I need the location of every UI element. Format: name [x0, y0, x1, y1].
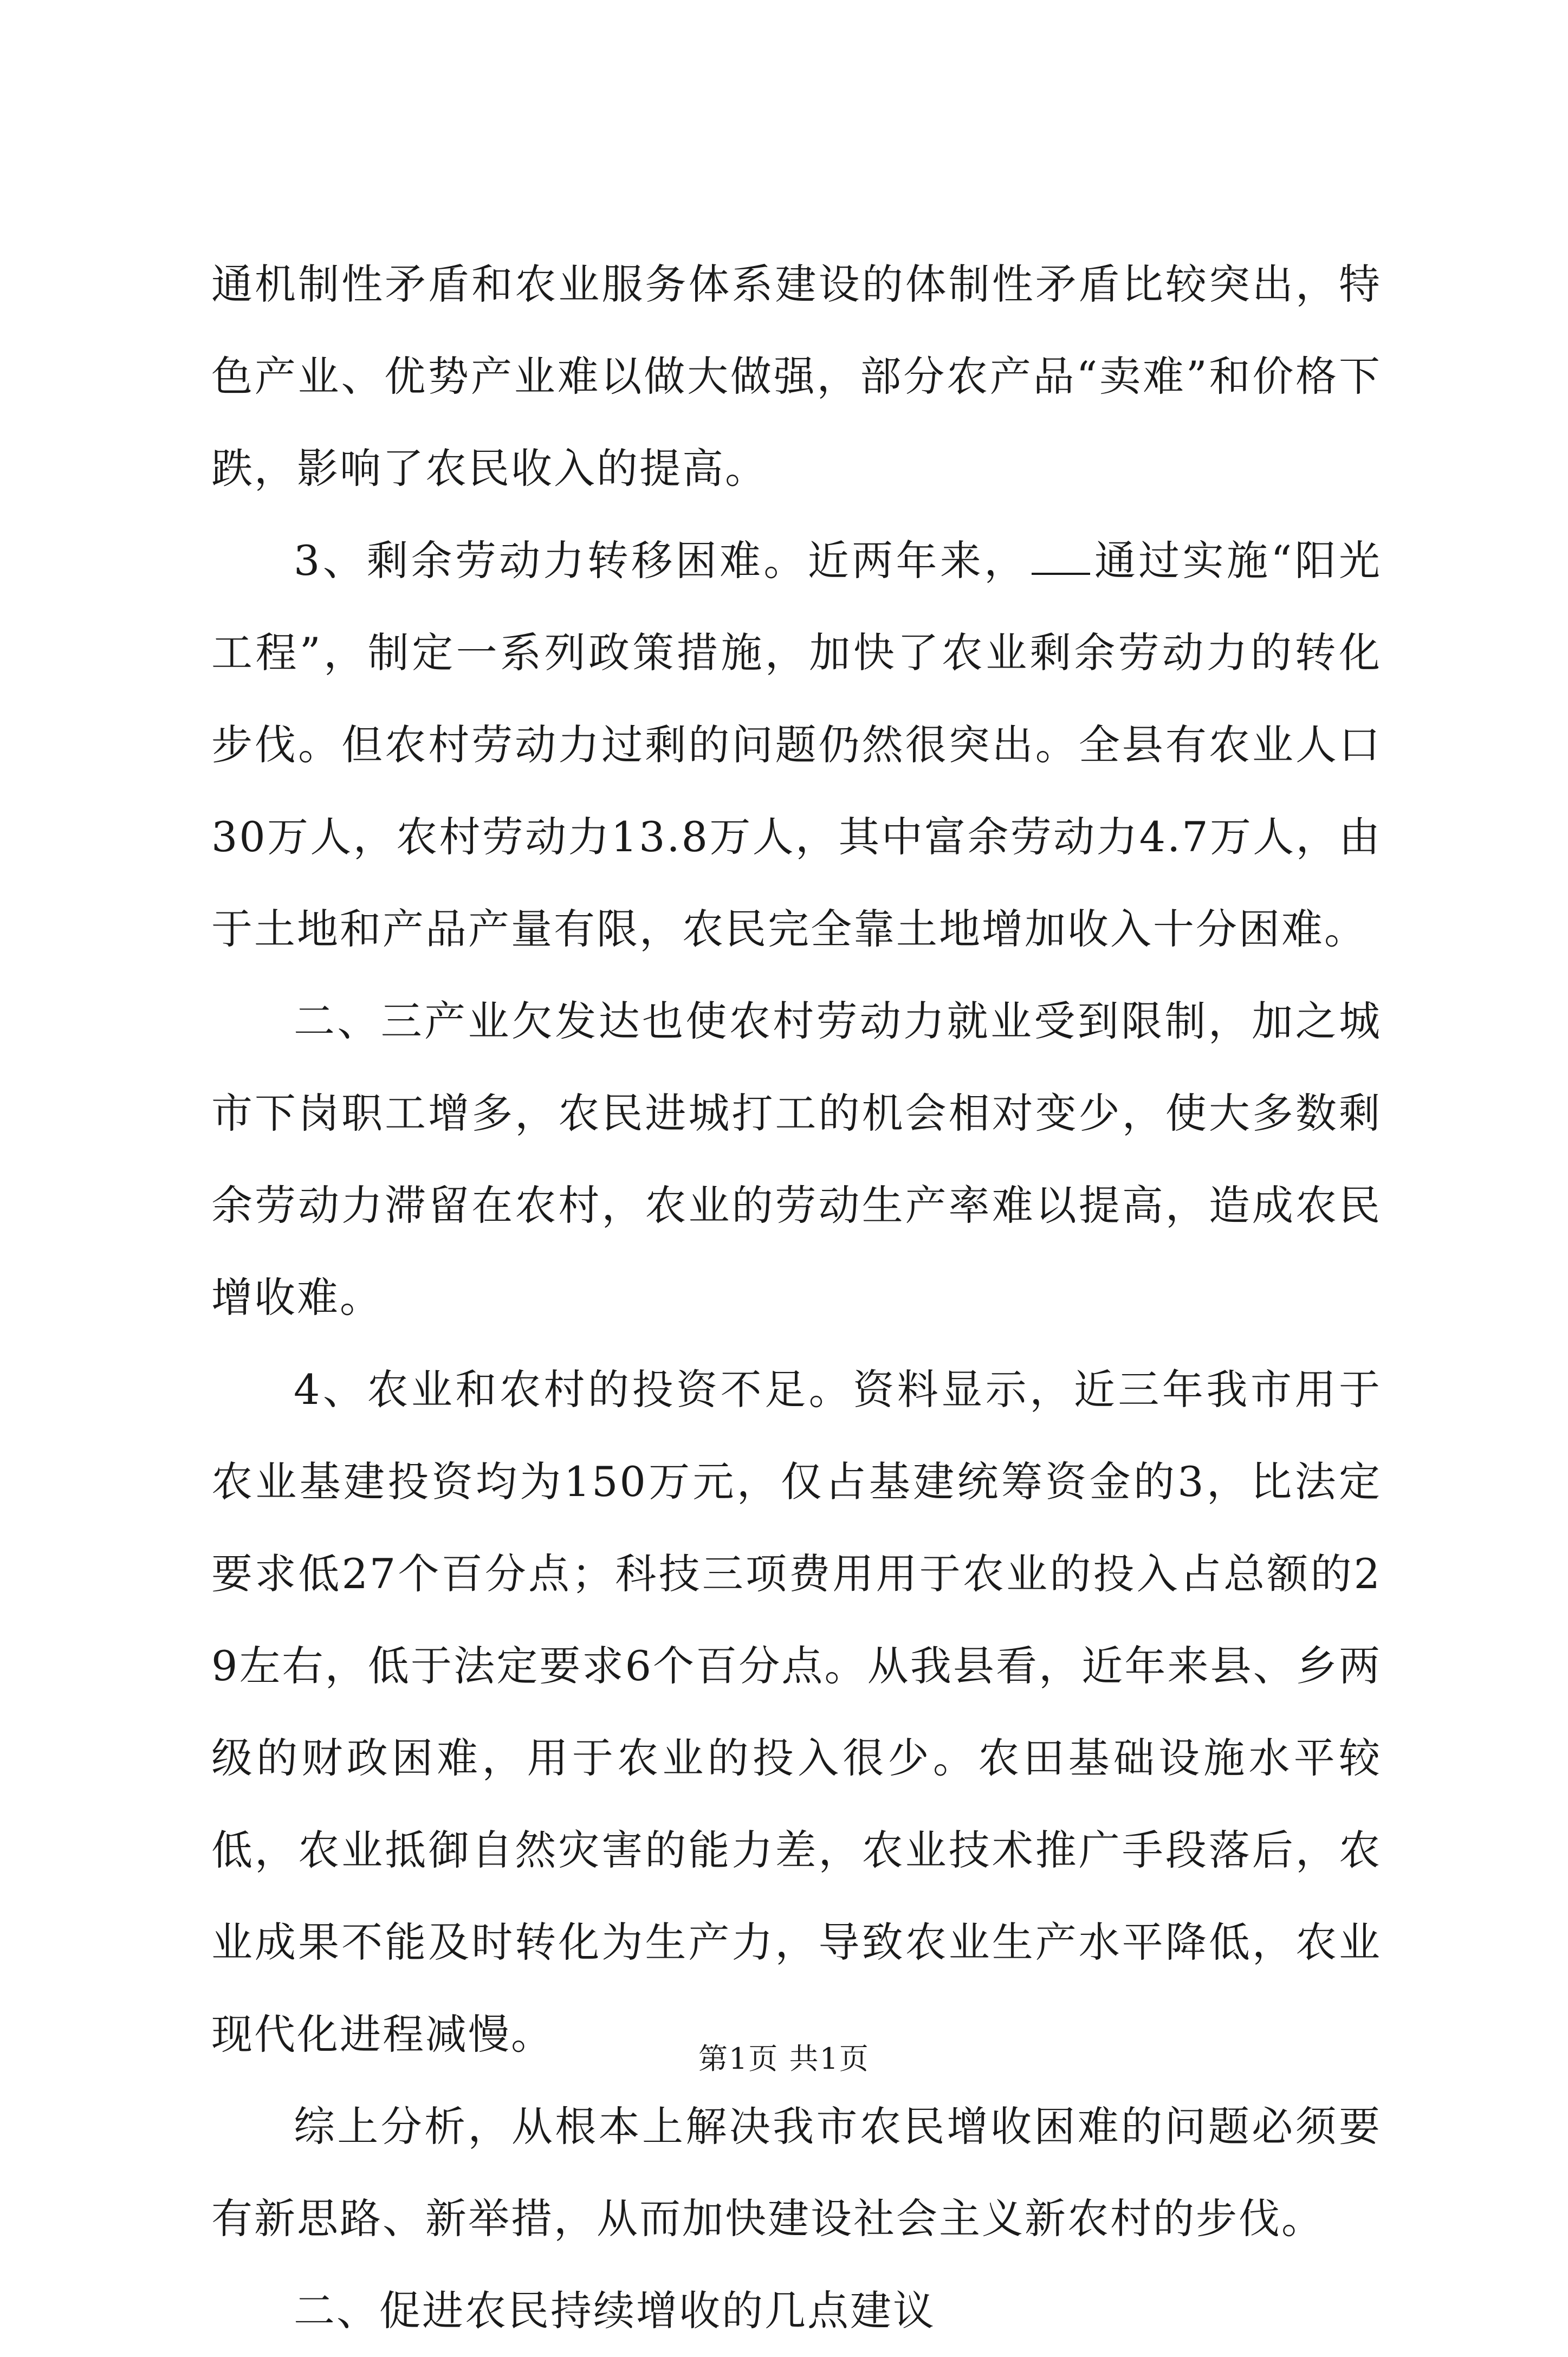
paragraph-continuation: 通机制性矛盾和农业服务体系建设的体制性矛盾比较突出，特色产业、优势产业难以做大做强，部分农产品“卖难”和价格下跌，影响了农民收入的提高。	[211, 260, 1382, 493]
paragraph-labor-transfer	[211, 515, 1382, 975]
section-heading-suggestions: 二、促进农民持续增收的几点建议	[294, 2287, 936, 2335]
paragraph-investment: 4、农业和农村的投资不足。资料显示，近三年我市用于农业基建投资均为150万元，仅占基建统筹资金的3，比法定要求低27个百分点；科技三项费用用于农业的投入占总额的29左右，低于法定要求6个百分点。从我县看，近年来县、乡两级的财政困难，用于农业的投入很少。农田基础设施水平较低，农业抵御自然灾害的能力差，农业技术推广手段落后，农业成果不能及时转化为生产力，导致农业生产水平降低，农业现代化进程减慢。	[211, 1365, 1382, 2058]
page-footer: 第1页 共1页	[698, 2042, 870, 2076]
blank-underline	[1032, 540, 1090, 575]
paragraph-text-before-blank: 3、剩余劳动力转移困难。近两年来，	[294, 536, 1028, 585]
paragraph-text-after-blank: 通过实施“阳光工程”，制定一系列政策措施，加快了农业剩余劳动力的转化步伐。但农村劳动力过剩的问题仍然很突出。全县有农业人口30万人，农村劳动力13.8万人，其中富余劳动力4.7万人，由于土地和产品产量有限，农民完全靠土地增加收入十分困难。	[211, 536, 1382, 953]
paragraph-summary: 综上分析，从根本上解决我市农民增收困难的问题必须要有新思路、新举措，从而加快建设社会主义新农村的步伐。	[211, 2102, 1382, 2243]
paragraph-industry: 二、三产业欠发达也使农村劳动力就业受到限制，加之城市下岗职工增多，农民进城打工的机会相对变少，使大多数剩余劳动力滞留在农村，农业的劳动生产率难以提高，造成农民增收难。	[211, 997, 1382, 1322]
